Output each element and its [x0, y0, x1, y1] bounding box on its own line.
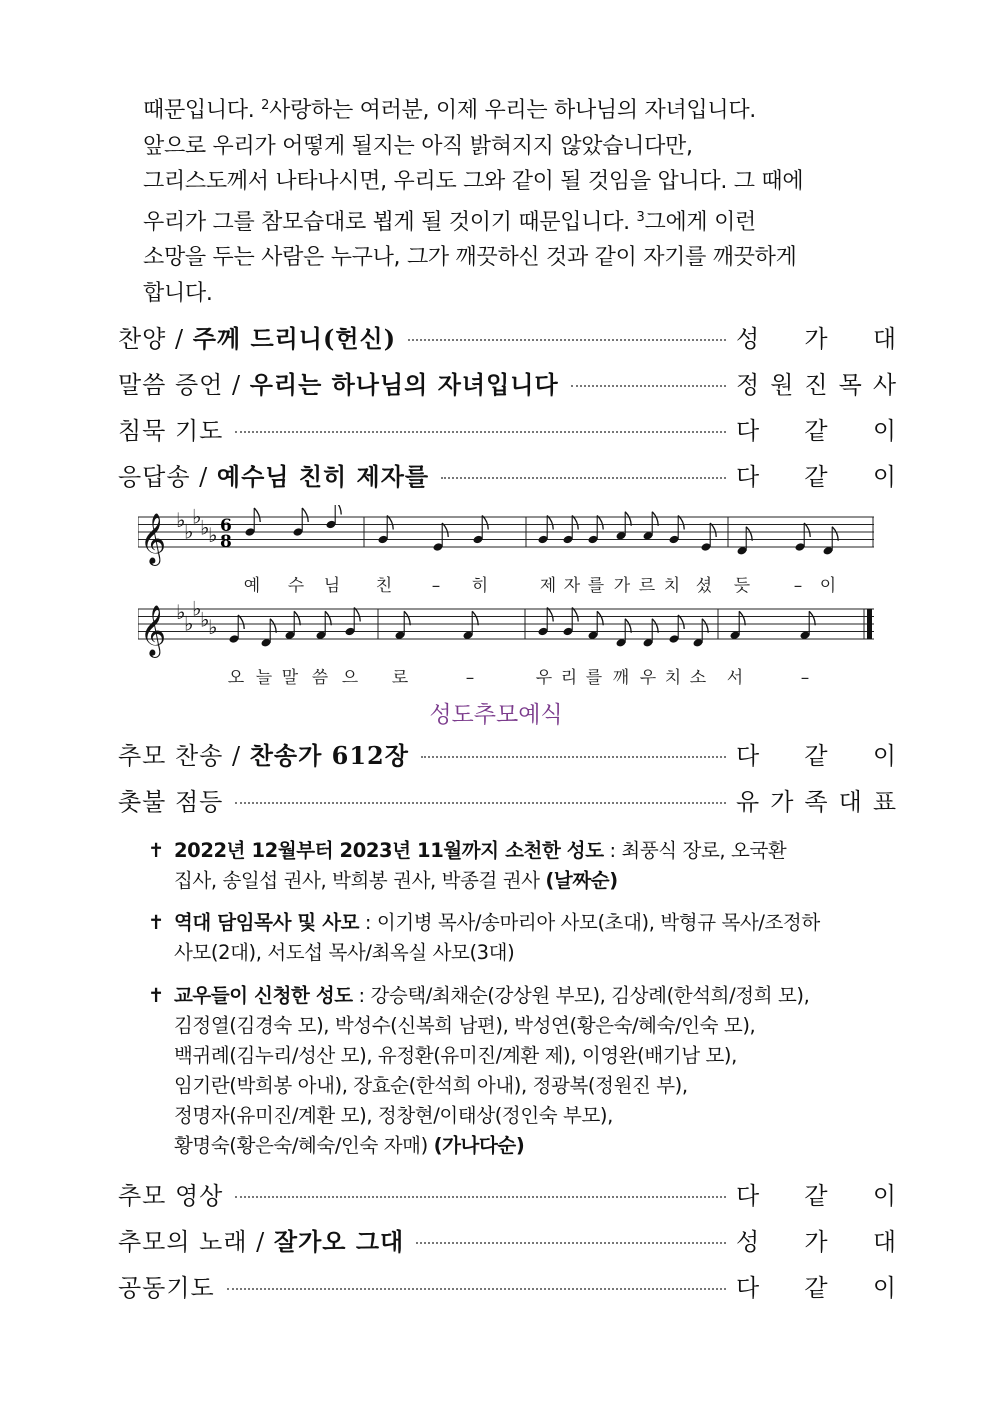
note-flag [294, 611, 300, 625]
note-flag [404, 611, 410, 625]
memorial-list-past-pastors: ✝ 역대 담임목사 및 사모 : 이기병 목사/송마리아 사모(초대), 박형규 목사/조정하 사모(2대), 서도섭 목사/최옥실 사모(3대) [148, 908, 883, 968]
lyric-syllable: 오 [227, 668, 245, 688]
order-item-praise: 찬양 / 주께 드리니(헌신) 성 가 대 [118, 316, 896, 356]
scripture-line: 그리스도께서 나타나시면, 우리도 그와 같이 될 것임을 압니다. 그 때에 [143, 169, 804, 194]
note-flag [482, 516, 488, 530]
flat-icon: ♭ [192, 505, 202, 529]
treble-clef-icon: 𝄞 [140, 513, 167, 564]
dotted-leader [235, 431, 726, 433]
note-flag [652, 619, 658, 633]
lyric-syllable: 서 [726, 668, 744, 688]
flat-icon: ♭ [184, 611, 194, 636]
lyric-syllable: 가 [613, 576, 631, 596]
service-leader: 다 같 이 [736, 741, 896, 770]
service-leader: 성 가 대 [736, 324, 896, 353]
lyric-syllable: – [793, 576, 803, 596]
order-item-memorial-hymn: 추모 찬송 / 찬송가 612장 다 같 이 [118, 733, 896, 773]
lyric-syllable: – [431, 576, 441, 596]
lyric-syllable: 소 [689, 668, 707, 688]
service-leader: 성 가 대 [736, 1227, 896, 1256]
order-item-memorial-song: 추모의 노래 / 잘가오 그대 성 가 대 [118, 1219, 896, 1259]
scripture-line: 앞으로 우리가 어떻게 될지는 아직 밝혀지지 않았습니다만, [143, 133, 693, 159]
music-score [138, 505, 878, 690]
scripture-passage [143, 88, 883, 311]
dotted-leader [571, 385, 726, 387]
order-item-response-song: 응답송 / 예수님 친히 제자를 다 같 이 [118, 454, 896, 494]
service-leader: 정 원 진 목 사 [736, 370, 896, 399]
flat-icon: ♭ [176, 600, 186, 624]
flat-icon: ♭ [192, 596, 202, 621]
note-flag [387, 516, 393, 530]
note-flag [597, 516, 603, 530]
dotted-leader [227, 1288, 726, 1290]
service-leader: 다 같 이 [736, 416, 896, 445]
flat-icon: ♭ [208, 615, 218, 639]
note-flag [746, 527, 752, 541]
lyric-syllable: 치 [663, 576, 681, 596]
lyric-syllable: 이 [819, 576, 837, 596]
dotted-leader [235, 802, 726, 804]
scripture-line: 소망을 두는 사람은 누구나, 그가 깨끗하신 것과 같이 자기를 깨끗하게 [143, 245, 797, 270]
lyric-syllable: 히 [471, 576, 489, 596]
lyric-syllable: 씀 [311, 668, 329, 688]
note-flag [809, 611, 815, 625]
note-flag [625, 512, 631, 526]
note-flag [652, 512, 658, 526]
time-signature-bottom: 8 [220, 532, 232, 552]
lyric-syllable: 를 [585, 668, 603, 688]
lyric-syllable: 리 [560, 668, 578, 688]
note-flag [442, 523, 448, 537]
order-item-sermon: 말씀 증언 / 우리는 하나님의 자녀입니다 정 원 진 목 사 [118, 362, 896, 402]
scripture-line: 우리가 그를 참모습대로 뵙게 될 것이기 때문입니다. $^3$그에게 이런 [143, 209, 756, 235]
lyric-syllable: 예 [243, 576, 261, 596]
note-flag [238, 615, 244, 629]
lyric-syllable: 깨 [612, 668, 630, 688]
dotted-leader [421, 756, 726, 758]
lyric-syllable: 셨 [695, 576, 713, 596]
service-leader: 다 같 이 [736, 462, 896, 491]
note-flag [325, 611, 331, 625]
lyric-syllable: 치 [664, 668, 682, 688]
note-flag [572, 516, 578, 530]
flat-icon: ♭ [200, 515, 210, 540]
note-flag [547, 608, 553, 622]
section-title: 성도추모예식 [429, 702, 563, 728]
service-leader: 유 가 족 대 표 [736, 787, 896, 816]
note-flag [302, 508, 308, 522]
lyric-syllable: 수 [287, 576, 305, 596]
dotted-leader [441, 477, 726, 479]
service-leader: 다 같 이 [736, 1273, 896, 1302]
note-flag [335, 505, 341, 515]
dotted-leader [235, 1196, 726, 1198]
note-flag [804, 523, 810, 537]
cross-icon: ✝ [148, 911, 164, 934]
note-flag [832, 527, 838, 541]
cross-icon: ✝ [148, 984, 164, 1007]
lyric-syllable: – [800, 668, 810, 688]
note-flag [354, 608, 360, 622]
staff-line-2 [138, 596, 874, 688]
flat-icon: ♭ [208, 523, 218, 547]
note-flag [270, 619, 276, 633]
lyric-syllable: 로 [391, 668, 409, 688]
memorial-list-requested: ✝ 교우들이 신청한 성도 : 강승택/최채순(강상원 부모), 김상례(한석희/정희 모), 김정열(김경숙 모), 박성수(신복희 남편), 박성연(황은숙/혜숙/인숙 모), 백귀례(김누리/성산 모), 유정환(유미진/계환 제), 이영완(배기남 모), 임기란(박희봉 아내), 장효순(한석희 아내), 정광복(정원진 부), 정명자(유미진/계환 모), 정창현/이태상(정인숙 부모), 황명숙(황은숙/혜숙/인숙 자매) (가나다순) [148, 981, 883, 1161]
note-flag [572, 608, 578, 622]
order-item-common-prayer: 공동기도 다 같 이 [118, 1265, 896, 1305]
note-flag [597, 611, 603, 625]
lyric-syllable: 늘 [255, 668, 273, 688]
service-leader: 다 같 이 [736, 1181, 896, 1210]
lyric-syllable: 말 [281, 668, 299, 688]
order-item-memorial-video: 추모 영상 다 같 이 [118, 1173, 896, 1213]
order-item-silent-prayer: 침묵 기도 다 같 이 [118, 408, 896, 448]
note-flag [547, 516, 553, 530]
flat-icon: ♭ [200, 607, 210, 632]
memorial-list-deceased-this-year: ✝ 2022년 12월부터 2023년 11월까지 소천한 성도 : 최풍식 장로, 오국환 집사, 송일섭 권사, 박희봉 권사, 박종걸 권사 (날짜순) [148, 836, 883, 896]
note-flag [678, 516, 684, 530]
lyric-syllable: – [465, 668, 475, 688]
lyric-syllable: 를 [587, 576, 605, 596]
lyric-syllable: 자 [563, 576, 581, 596]
time-signature-top: 6 [220, 516, 232, 536]
dotted-leader [416, 1242, 726, 1244]
verse-number: 3 [636, 209, 645, 225]
scripture-line: 때문입니다. $^2$사랑하는 여러분, 이제 우리는 하나님의 자녀입니다. [143, 98, 756, 123]
lyric-syllable: 우 [535, 668, 553, 688]
staff-line-1 [138, 505, 874, 596]
note-flag [472, 611, 478, 625]
verse-number: 2 [261, 98, 270, 113]
final-barline [867, 609, 872, 639]
lyric-syllable: 님 [323, 576, 341, 596]
lyric-syllable: 우 [639, 668, 657, 688]
flat-icon: ♭ [184, 519, 194, 544]
order-item-candle-lighting: 촛불 점등 유 가 족 대 표 [118, 779, 896, 819]
lyric-syllable: 듯 [733, 576, 751, 596]
note-flag [702, 619, 708, 633]
lyric-syllable: 친 [375, 576, 393, 596]
note-flag [625, 619, 631, 633]
treble-clef-icon: 𝄞 [140, 605, 167, 656]
flat-icon: ♭ [176, 508, 186, 532]
note-flag [678, 615, 684, 629]
cross-icon: ✝ [148, 839, 164, 862]
note-flag [710, 523, 716, 537]
lyric-syllable: 제 [539, 576, 557, 596]
scripture-line: 합니다. [143, 280, 213, 306]
lyric-syllable: 으 [341, 668, 359, 688]
dotted-leader [408, 339, 726, 341]
note-flag [254, 508, 260, 522]
lyric-syllable: 르 [638, 576, 656, 596]
note-flag [739, 611, 745, 625]
